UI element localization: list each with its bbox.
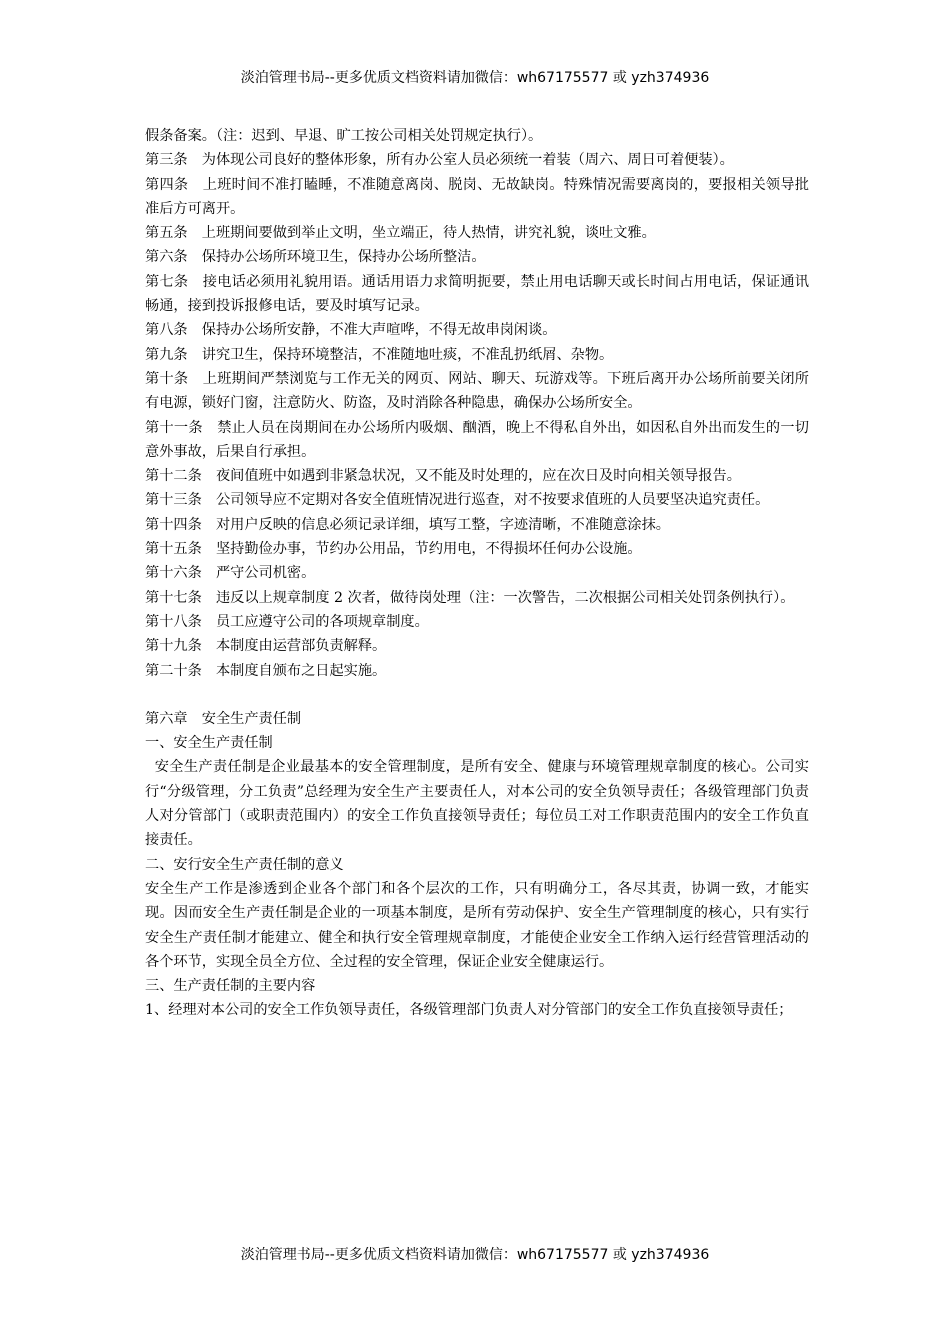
article-9: 第九条 讲究卫生，保持环境整洁，不准随地吐痰，不准乱扔纸屑、杂物。: [145, 346, 614, 363]
article-13: 第十三条 公司领导应不定期对各安全值班情况进行巡查，对不按要求值班的人员要坚决追究责任。: [145, 492, 770, 509]
article-7: 第七条 接电话必须用礼貌用语。通话用语力求简明扼要，禁止用电话聊天或长时间占用电话，保证通讯畅通，接到投诉报修电话，要及时填写记录。: [145, 273, 809, 315]
document-body: [145, 124, 809, 1023]
paragraph: 假条备案。（注：迟到、早退、旷工按公司相关处罚规定执行）。: [145, 128, 543, 144]
section-heading-3: 三、生产责任制的主要内容: [145, 978, 316, 995]
section-1-body: 安全生产责任制是企业最基本的安全管理制度，是所有安全、健康与环境管理规章制度的核心。公司实行“分级管理，分工负责”总经理为安全生产主要责任人，对本公司的安全负领导责任；各级管理部门负责人对分管部门（或职责范围内）的安全工作负直接领导责任；每位员工对工作职责范围内的安全工作负直接责任。: [145, 759, 809, 849]
section-3-item-1: 1、经理对本公司的安全工作负领导责任，各级管理部门负责人对分管部门的安全工作负直接领导责任；: [145, 1002, 793, 1019]
chapter-heading: 第六章 安全生产责任制: [145, 710, 302, 727]
page-header: 淡泊管理书局--更多优质文档资料请加微信：wh67175577 或 yzh374936: [240, 70, 710, 86]
article-5: 第五条 上班期间要做到举止文明，坐立端正，待人热情，讲究礼貌，谈吐文雅。: [145, 225, 656, 242]
article-17: 第十七条 违反以上规章制度 2 次者，做待岗处理（注：一次警告，二次根据公司相关处罚条例执行）。: [145, 589, 795, 606]
section-2-body: 安全生产工作是渗透到企业各个部门和各个层次的工作，只有明确分工，各尽其责，协调一致，才能实现。因而安全生产责任制是企业的一项基本制度，是所有劳动保护、安全生产管理制度的核心，只有实行安全生产责任制才能建立、健全和执行安全管理规章制度，才能使企业安全工作纳入运行经营管理活动的各个环节，实现全员全方位、全过程的安全管理，保证企业安全健康运行。: [145, 880, 809, 970]
article-19: 第十九条 本制度由运营部负责解释。: [145, 638, 387, 655]
article-18: 第十八条 员工应遵守公司的各项规章制度。: [145, 613, 429, 630]
article-10: 第十条 上班期间严禁浏览与工作无关的网页、网站、聊天、玩游戏等。下班后离开办公场所前要关闭所有电源，锁好门窗，注意防火、防盗，及时消除各种隐患，确保办公场所安全。: [145, 370, 809, 412]
article-12: 第十二条 夜间值班中如遇到非紧急状况，又不能及时处理的，应在次日及时向相关领导报告。: [145, 468, 741, 485]
page-footer: 淡泊管理书局--更多优质文档资料请加微信：wh67175577 或 yzh374936: [240, 1247, 710, 1263]
article-15: 第十五条 坚持勤俭办事，节约办公用品，节约用电，不得损坏任何办公设施。: [145, 541, 642, 558]
blank-line: [145, 683, 809, 707]
article-14: 第十四条 对用户反映的信息必须记录详细，填写工整，字迹清晰，不准随意涂抹。: [145, 516, 670, 533]
article-6: 第六条 保持办公场所环境卫生，保持办公场所整洁。: [145, 249, 486, 266]
section-heading-1: 一、安全生产责任制: [145, 735, 273, 752]
article-4: 第四条 上班时间不准打瞌睡，不准随意离岗、脱岗、无故缺岗。特殊情况需要离岗的，要报相关领导批准后方可离开。: [145, 176, 809, 217]
article-16: 第十六条 严守公司机密。: [145, 565, 316, 582]
article-20: 第二十条 本制度自颁布之日起实施。: [145, 662, 387, 679]
article-3: 第三条 为体现公司良好的整体形象，所有办公室人员必须统一着装（周六、周日可着便装）。: [145, 152, 734, 169]
article-8: 第八条 保持办公场所安静，不准大声喧哗，不得无故串岗闲谈。: [145, 322, 557, 339]
section-heading-2: 二、安行安全生产责任制的意义: [145, 856, 344, 873]
article-11: 第十一条 禁止人员在岗期间在办公场所内吸烟、酗酒，晚上不得私自外出，如因私自外出而发生的一切意外事故，后果自行承担。: [145, 419, 809, 460]
